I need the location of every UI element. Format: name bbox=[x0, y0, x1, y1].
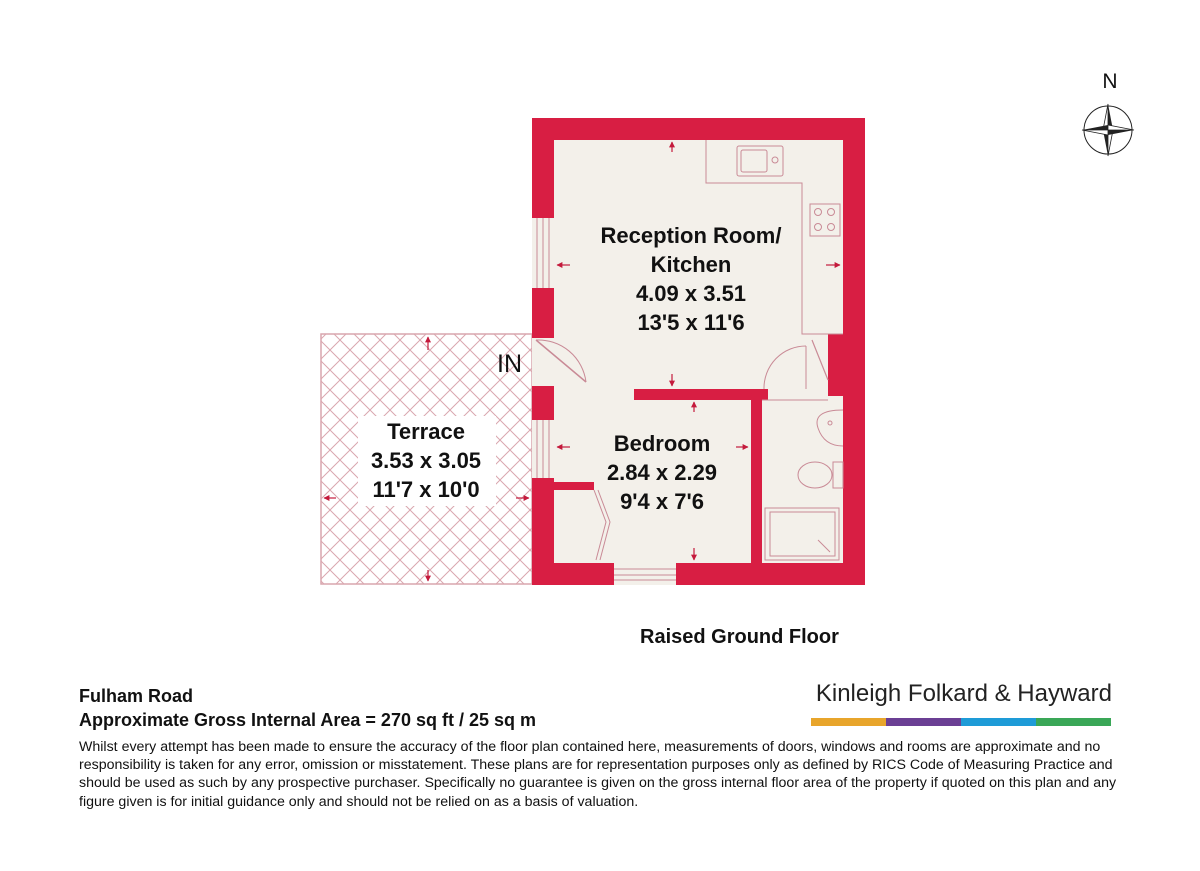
floor-name: Raised Ground Floor bbox=[640, 626, 839, 648]
room-dimensions-imperial: 11'7 x 10'0 bbox=[372, 477, 480, 502]
brand-color-segment bbox=[886, 718, 961, 726]
room-label-line: Bedroom bbox=[613, 431, 711, 456]
disclaimer-text: Whilst every attempt has been made to ensure the accuracy of the floor plan contained here, measurements of doors, windows and rooms are approximate and no responsibility is taken for any error, omission or misstatement. These plans are for representation purposes only as defined by RICS Code of Measuring Practice and should be used as such by any prospective purchaser. Specifically no guarantee is given on the gross internal floor area of the property if quoted on this plan and any figure given is for initial guidance only and should not be relied on as a basis of valuation. bbox=[79, 739, 1117, 810]
room-dimensions-metric: 2.84 x 2.29 bbox=[606, 460, 718, 485]
room-label-bedroom bbox=[607, 431, 717, 514]
room-dimensions-metric: 4.09 x 3.51 bbox=[635, 281, 747, 306]
entrance-label: IN bbox=[497, 350, 522, 378]
brand-color-segment bbox=[1036, 718, 1111, 726]
brand-color-segment bbox=[811, 718, 886, 726]
gross-internal-area: Approximate Gross Internal Area = 270 sq ft / 25 sq m bbox=[79, 710, 536, 730]
brand-name: Kinleigh Folkard & Hayward bbox=[815, 680, 1112, 707]
room-label-line: Terrace bbox=[387, 419, 465, 444]
property-address: Fulham Road bbox=[79, 686, 194, 706]
room-label-terrace bbox=[371, 419, 481, 502]
north-label: N bbox=[1102, 70, 1118, 93]
room-dimensions-imperial: 13'5 x 11'6 bbox=[637, 310, 745, 335]
brand-color-segment bbox=[961, 718, 1036, 726]
room-label-line: Kitchen bbox=[650, 252, 732, 277]
room-label-line: Reception Room/ bbox=[600, 223, 782, 248]
room-dimensions-metric: 3.53 x 3.05 bbox=[370, 448, 482, 473]
compass-icon bbox=[1082, 70, 1134, 156]
brand-color-bar bbox=[811, 718, 1111, 726]
room-dimensions-imperial: 9'4 x 7'6 bbox=[620, 489, 704, 514]
